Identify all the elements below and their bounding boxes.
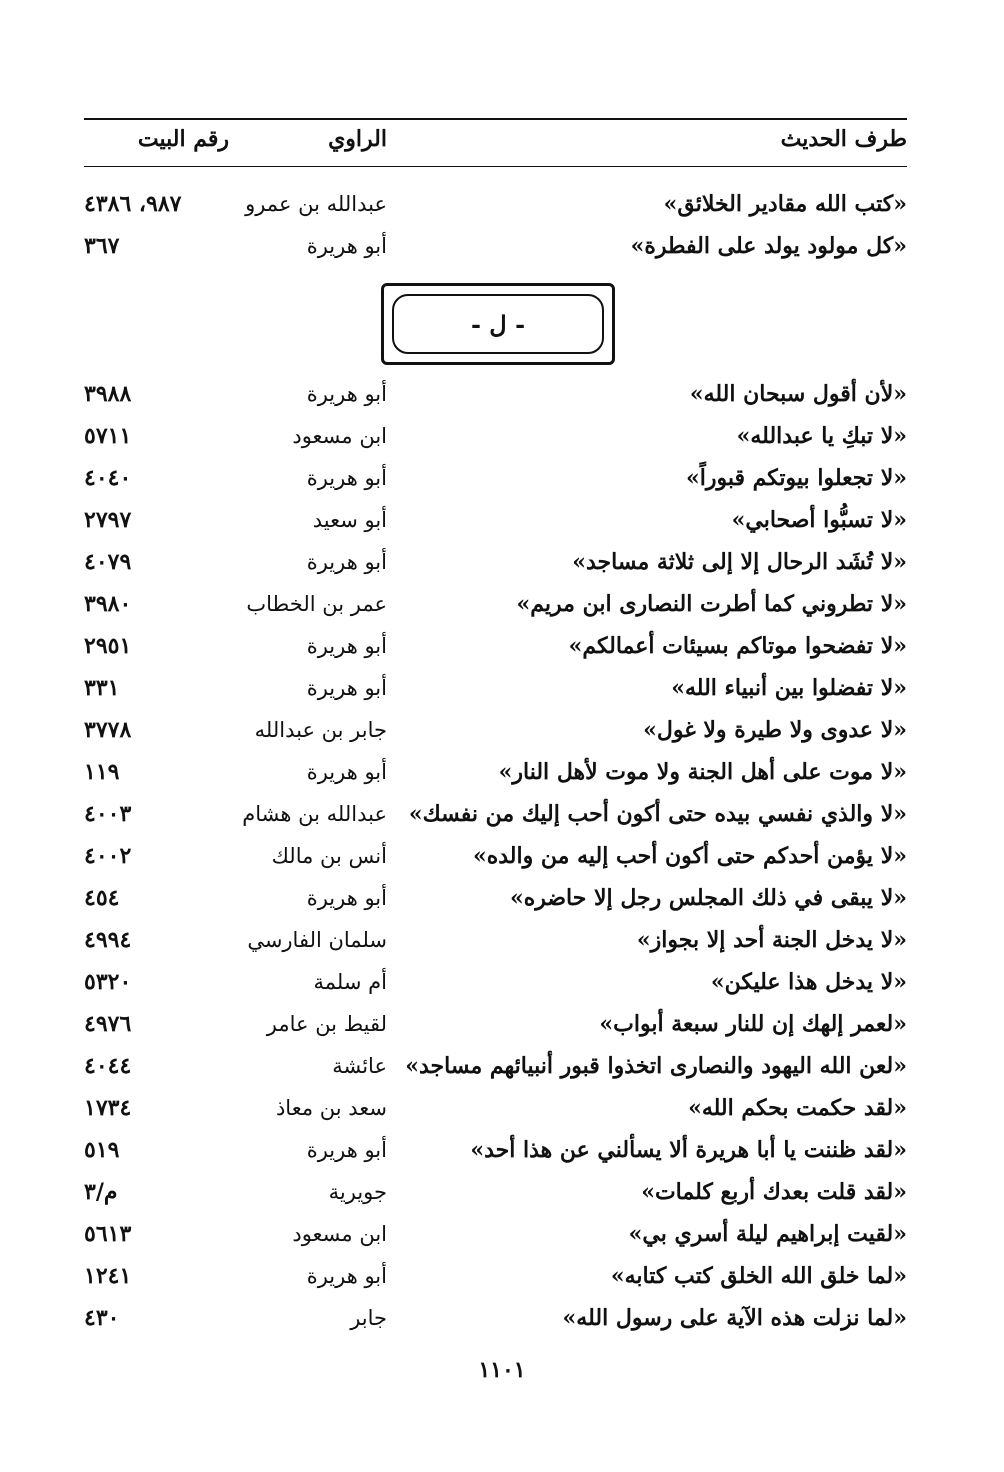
verse-number: ٢٩٥١ xyxy=(84,633,132,659)
narrator: ابن مسعود xyxy=(292,1222,387,1246)
verse-number: ٥٣٢٠ xyxy=(84,969,132,995)
verse-number: ٤٠٤٤ xyxy=(84,1053,132,1079)
table-row xyxy=(84,1172,907,1214)
hadith-text: «لقد قلت بعدك أربع كلمات» xyxy=(641,1179,907,1205)
hadith-text: «لا تُشَد الرحال إلا إلى ثلاثة مساجد» xyxy=(572,549,907,575)
narrator: أبو هريرة xyxy=(306,234,387,258)
verse-number: ٤٩٩٤ xyxy=(84,927,132,953)
table-row xyxy=(84,920,907,962)
table-row xyxy=(84,1046,907,1088)
narrator: أم سلمة xyxy=(313,970,387,994)
table-row xyxy=(84,752,907,794)
table-row xyxy=(84,184,907,226)
table-row xyxy=(84,1004,907,1046)
table-row xyxy=(84,710,907,752)
narrator: سعد بن معاذ xyxy=(275,1096,387,1120)
hadith-text: «لا والذي نفسي بيده حتى أكون أحب إليك من نفسك» xyxy=(408,801,907,827)
verse-number: ٩٨٧، ٤٣٨٦ xyxy=(84,191,182,217)
narrator: أنس بن مالك xyxy=(271,844,387,868)
verse-number: ٤٠٠٣ xyxy=(84,801,132,827)
verse-number: ٤٩٧٦ xyxy=(84,1011,132,1037)
table-header xyxy=(84,120,907,160)
verse-number: ٤٠٤٠ xyxy=(84,465,132,491)
verse-number: ٥٦١٣ xyxy=(84,1221,132,1247)
narrator: أبو هريرة xyxy=(306,1138,387,1162)
narrator: جابر بن عبدالله xyxy=(254,718,387,742)
hadith-text: «لأن أقول سبحان الله» xyxy=(689,381,907,407)
narrator: عمر بن الخطاب xyxy=(246,592,387,616)
hadith-text: «لا يبقى في ذلك المجلس رجل إلا حاضره» xyxy=(509,885,907,911)
narrator: عبدالله بن هشام xyxy=(242,802,387,826)
table-row xyxy=(84,584,907,626)
verse-number: ٤٣٠ xyxy=(84,1305,120,1331)
table-row xyxy=(84,962,907,1004)
hadith-text: «كتب الله مقادير الخلائق» xyxy=(663,191,907,217)
hadith-text: «لا يدخل الجنة أحد إلا بجواز» xyxy=(636,927,907,953)
table-row xyxy=(84,500,907,542)
header-verse-number: رقم البيت xyxy=(137,126,229,152)
narrator: جويرية xyxy=(328,1180,387,1204)
table-row xyxy=(84,878,907,920)
table-row xyxy=(84,668,907,710)
verse-number: ٣٣١ xyxy=(84,675,120,701)
verse-number: ١١٩ xyxy=(84,759,120,785)
narrator: أبو هريرة xyxy=(306,466,387,490)
narrator: عائشة xyxy=(332,1054,387,1078)
hadith-text: «لما نزلت هذه الآية على رسول الله» xyxy=(562,1305,907,1331)
narrator: أبو هريرة xyxy=(306,382,387,406)
table-row xyxy=(84,836,907,878)
hadith-text: «لقد حكمت بحكم الله» xyxy=(688,1095,907,1121)
verse-number: م/٣ xyxy=(84,1179,118,1205)
verse-number: ٤٥٤ xyxy=(84,885,120,911)
verse-number: ٢٧٩٧ xyxy=(84,507,132,533)
verse-number: ٣٦٧ xyxy=(84,233,120,259)
page-number: ١١٠١ xyxy=(478,1357,526,1383)
table-row xyxy=(84,1130,907,1172)
table-row xyxy=(84,626,907,668)
hadith-text: «لقد ظننت يا أبا هريرة ألا يسألني عن هذا أحد» xyxy=(470,1137,907,1163)
hadith-text: «لا تطروني كما أطرت النصارى ابن مريم» xyxy=(516,591,907,617)
narrator: أبو سعيد xyxy=(312,508,387,532)
table-row xyxy=(84,1214,907,1256)
narrator: عبدالله بن عمرو xyxy=(245,192,387,216)
header-hadith: طرف الحديث xyxy=(780,126,907,152)
narrator: أبو هريرة xyxy=(306,760,387,784)
table-row xyxy=(84,1298,907,1340)
narrator: لقيط بن عامر xyxy=(266,1012,387,1036)
hadith-text: «لا تسبُّوا أصحابي» xyxy=(731,507,907,533)
verse-number: ٤٠٧٩ xyxy=(84,549,132,575)
narrator: ابن مسعود xyxy=(292,424,387,448)
table-row xyxy=(84,226,907,268)
table-row xyxy=(84,1256,907,1298)
verse-number: ١٧٣٤ xyxy=(84,1095,132,1121)
header-rule xyxy=(84,166,907,167)
section-letter: - ل - xyxy=(392,294,604,354)
hadith-text: «لقيت إبراهيم ليلة أسري بي» xyxy=(628,1221,907,1247)
narrator: سلمان الفارسي xyxy=(247,928,387,952)
narrator: أبو هريرة xyxy=(306,1264,387,1288)
table-row xyxy=(84,458,907,500)
verse-number: ٣٧٧٨ xyxy=(84,717,132,743)
hadith-text: «لا تجعلوا بيوتكم قبوراً» xyxy=(685,465,907,491)
narrator: أبو هريرة xyxy=(306,886,387,910)
verse-number: ٤٠٠٢ xyxy=(84,843,132,869)
hadith-text: «لا موت على أهل الجنة ولا موت لأهل النار» xyxy=(498,759,907,785)
narrator: أبو هريرة xyxy=(306,550,387,574)
hadith-text: «لا عدوى ولا طيرة ولا غول» xyxy=(643,717,907,743)
verse-number: ٣٩٨٠ xyxy=(84,591,132,617)
narrator: أبو هريرة xyxy=(306,676,387,700)
hadith-text: «لما خلق الله الخلق كتب كتابه» xyxy=(610,1263,907,1289)
narrator: أبو هريرة xyxy=(306,634,387,658)
table-row xyxy=(84,374,907,416)
table-row xyxy=(84,1088,907,1130)
narrator: جابر xyxy=(350,1306,387,1330)
hadith-text: «لا تبكِ يا عبدالله» xyxy=(736,423,907,449)
hadith-text: «لعن الله اليهود والنصارى اتخذوا قبور أنبيائهم مساجد» xyxy=(405,1053,907,1079)
hadith-text: «لا تفضلوا بين أنبياء الله» xyxy=(671,675,907,701)
table-row xyxy=(84,542,907,584)
hadith-text: «لا يؤمن أحدكم حتى أكون أحب إليه من والده» xyxy=(472,843,907,869)
hadith-text: «كل مولود يولد على الفطرة» xyxy=(630,233,907,259)
verse-number: ١٢٤١ xyxy=(84,1263,132,1289)
hadith-text: «لا تفضحوا موتاكم بسيئات أعمالكم» xyxy=(568,633,907,659)
hadith-text: «لعمر إلهك إن للنار سبعة أبواب» xyxy=(599,1011,907,1037)
table-row xyxy=(84,416,907,458)
header-narrator: الراوي xyxy=(328,126,387,152)
table-row xyxy=(84,794,907,836)
verse-number: ٣٩٨٨ xyxy=(84,381,132,407)
hadith-text: «لا يدخل هذا عليكن» xyxy=(710,969,907,995)
verse-number: ٥٧١١ xyxy=(84,423,132,449)
section-letter-box xyxy=(381,283,615,365)
verse-number: ٥١٩ xyxy=(84,1137,120,1163)
